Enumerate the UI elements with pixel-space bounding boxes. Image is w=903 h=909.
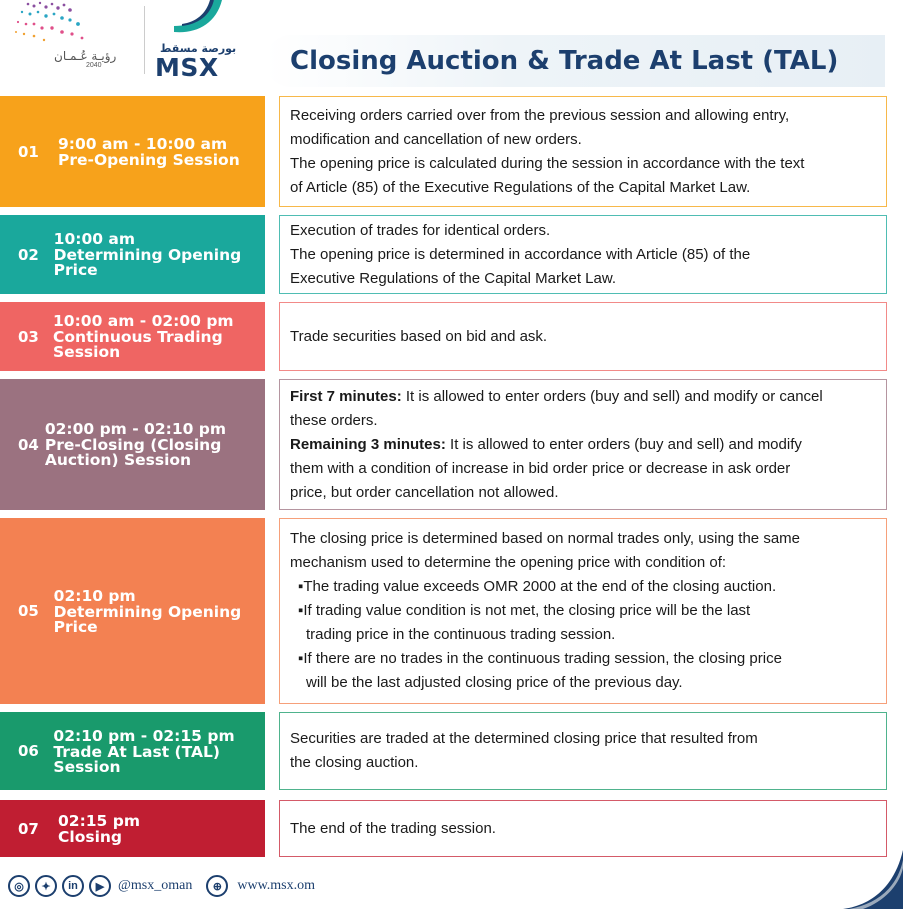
description-line: Trade securities based on bid and ask.: [290, 327, 548, 345]
description-line: mechanism used to determine the opening price with condition of:: [290, 554, 727, 571]
description-line: [290, 385, 886, 409]
description-line: modification and cancellation of new orders.: [290, 130, 582, 148]
session-name: Pre-Closing (Closing Auction) Session: [44, 436, 222, 469]
session-description: [279, 712, 887, 790]
session-row-05: [0, 518, 903, 704]
session-row-02: [0, 215, 903, 294]
footer: [0, 862, 903, 909]
page-title: Closing Auction & Trade At Last (TAL): [290, 46, 839, 76]
oman-vision-logo: [8, 0, 133, 80]
session-badge: [0, 96, 265, 207]
description-line: Execution of trades for identical orders.: [290, 221, 551, 239]
description-line: of Article (85) of the Executive Regulations of the Capital Market Law.: [290, 178, 751, 196]
description-line: these orders.: [290, 411, 378, 429]
session-description: [279, 302, 887, 371]
session-description: [279, 800, 887, 857]
session-number: 07: [18, 819, 39, 838]
session-badge: [0, 518, 265, 704]
session-time: 02:15 pm: [58, 811, 140, 830]
session-time: 02:00 pm - 02:10 pm: [44, 420, 227, 438]
session-number: 04: [18, 435, 39, 454]
social-handle[interactable]: @msx_oman: [118, 878, 193, 893]
msx-arabic-name: بورصة مسقط: [160, 42, 237, 55]
youtube-icon[interactable]: ▶: [89, 875, 111, 897]
session-description: [279, 215, 887, 294]
header-divider: [144, 6, 145, 74]
bold-label: Remaining 3 minutes:: [290, 435, 446, 453]
session-description: [279, 96, 887, 207]
session-description: [279, 518, 887, 704]
session-name: Determining Opening Price: [53, 602, 242, 636]
session-name: Determining Opening Price: [53, 246, 242, 279]
session-row-04: [0, 379, 903, 510]
session-name: Trade At Last (TAL) Session: [53, 742, 220, 776]
bullet-continuation: trading price in the continuous trading session.: [306, 626, 616, 643]
session-row-07: [0, 800, 903, 857]
description-line: the closing auction.: [290, 754, 419, 771]
session-time: 10:00 am - 02:00 pm: [53, 312, 234, 330]
session-name: Continuous Trading Session: [53, 328, 223, 361]
description-line: Executive Regulations of the Capital Market Law.: [290, 269, 617, 287]
description-line: [290, 433, 886, 457]
bullet-item: ▪If trading value condition is not met, the closing price will be the last: [298, 602, 751, 619]
description-line: The end of the trading session.: [290, 819, 496, 837]
header: [0, 0, 903, 88]
description-line: Receiving orders carried over from the previous session and allowing entry,: [290, 106, 790, 124]
msx-name: MSX: [155, 53, 219, 82]
session-number: 05: [18, 602, 39, 620]
session-name: Pre-Opening Session: [58, 150, 240, 169]
website-link[interactable]: www.msx.om: [237, 878, 315, 893]
session-time: 10:00 am: [53, 230, 136, 248]
session-time: 02:10 pm: [53, 586, 136, 605]
bullet-continuation: will be the last adjusted closing price of the previous day.: [306, 674, 683, 691]
description-line: The closing price is determined based on normal trades only, using the same: [290, 530, 800, 547]
session-number: 01: [18, 142, 39, 161]
globe-icon[interactable]: ⊕: [206, 875, 228, 897]
linkedin-icon[interactable]: in: [62, 875, 84, 897]
bullet-item: ▪The trading value exceeds OMR 2000 at the end of the closing auction.: [298, 578, 777, 595]
vision-year: 2040: [86, 62, 102, 69]
session-number: 06: [18, 742, 39, 760]
session-row-03: [0, 302, 903, 371]
twitter-icon[interactable]: ✦: [35, 875, 57, 897]
instagram-icon[interactable]: ◎: [8, 875, 30, 897]
session-name: Closing: [58, 827, 123, 846]
description-line: price, but order cancellation not allowed.: [290, 483, 559, 501]
session-badge: [0, 302, 265, 371]
session-number: 03: [18, 327, 39, 346]
session-badge: [0, 379, 265, 510]
line-text: It is allowed to enter orders (buy and sell) and modify or cancel: [401, 387, 823, 405]
session-badge: [0, 800, 265, 857]
bullet-item: ▪If there are no trades in the continuous trading session, the closing price: [298, 650, 782, 667]
social-links: [8, 872, 315, 900]
session-row-06: [0, 712, 903, 790]
description-line: them with a condition of increase in bid order price or decrease in ask order: [290, 459, 791, 477]
line-text: It is allowed to enter orders (buy and sell) and modify: [445, 435, 802, 453]
session-time: 02:10 pm - 02:15 pm: [53, 726, 235, 745]
session-time: 9:00 am - 10:00 am: [58, 134, 228, 153]
description-line: Securities are traded at the determined closing price that resulted from: [290, 730, 758, 747]
session-description: [279, 379, 887, 510]
bold-label: First 7 minutes:: [290, 387, 402, 405]
session-number: 02: [18, 245, 39, 264]
session-badge: [0, 215, 265, 294]
vision-text: رؤيـة عُـمـان: [54, 49, 117, 63]
description-line: The opening price is calculated during the session in accordance with the text: [290, 154, 805, 172]
session-badge: [0, 712, 265, 790]
description-line: The opening price is determined in accordance with Article (85) of the: [290, 245, 751, 263]
corner-swoosh: [843, 850, 903, 909]
session-row-01: [0, 96, 903, 207]
